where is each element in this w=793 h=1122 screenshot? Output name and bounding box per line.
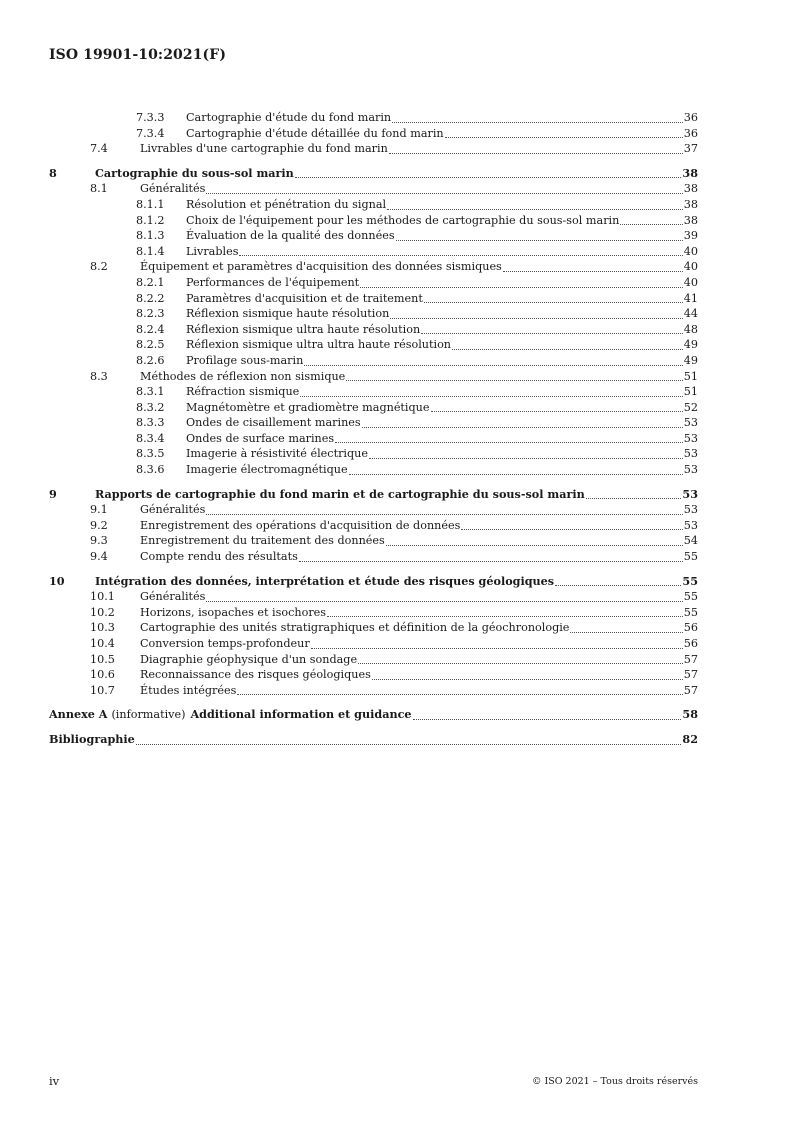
dot-leader xyxy=(421,333,683,334)
section-gap xyxy=(49,157,698,166)
toc-entry-number: 8.1.4 xyxy=(136,244,165,258)
dot-leader xyxy=(372,679,683,680)
toc-entry-number: 10.4 xyxy=(90,637,115,650)
toc-entry-label xyxy=(186,431,684,447)
toc-entry-number: 9.1 xyxy=(90,503,108,517)
document-header: ISO 19901-10:2021(F) xyxy=(49,47,227,63)
toc-entry-page: 54 xyxy=(683,534,698,548)
toc-entry-page: 38 xyxy=(682,165,698,180)
toc-entry-title: Enregistrement des opérations d'acquisition de données xyxy=(140,518,461,532)
toc-entry[interactable] xyxy=(49,652,698,668)
section-gap xyxy=(49,723,698,732)
toc-entry-title: Cartographie d'étude détaillée du fond marin xyxy=(186,126,444,140)
toc-entry-number: 8.3.2 xyxy=(136,400,165,414)
toc-entry-number: 8.2.4 xyxy=(136,322,165,336)
toc-entry[interactable] xyxy=(49,181,698,197)
toc-entry-title: Magnétomètre et gradiomètre magnétique xyxy=(186,400,430,414)
toc-entry-title: Réflexion sismique ultra ultra haute résolution xyxy=(186,338,452,352)
toc-entry-page: 53 xyxy=(683,416,698,430)
toc-entry-page: 49 xyxy=(683,353,698,367)
toc-entry[interactable] xyxy=(49,636,698,652)
dot-leader xyxy=(445,137,683,138)
toc-entry-number: 8.1.3 xyxy=(136,229,165,243)
toc-entry[interactable] xyxy=(49,502,698,518)
toc-entry-page: 48 xyxy=(683,322,698,336)
toc-entry-number: 8.1.2 xyxy=(136,213,165,227)
toc-entry[interactable] xyxy=(49,353,698,369)
dot-leader xyxy=(431,411,683,412)
toc-entry-page: 51 xyxy=(683,385,698,399)
toc-entry[interactable] xyxy=(49,110,698,126)
toc-entry-title: Enregistrement du traitement des données xyxy=(140,534,385,548)
toc-entry-number: 9.4 xyxy=(90,550,108,564)
toc-entry-label xyxy=(186,291,684,307)
toc-entry-title: Méthodes de réflexion non sismique xyxy=(140,369,346,383)
toc-entry-page: 82 xyxy=(682,731,698,746)
toc-entry-title: Équipement et paramètres d'acquisition des données sismiques xyxy=(140,260,502,274)
dot-leader xyxy=(461,529,682,530)
toc-entry-label xyxy=(49,732,682,748)
dot-leader xyxy=(239,255,682,256)
dot-leader xyxy=(390,318,682,319)
toc-entry[interactable] xyxy=(49,431,698,447)
dot-leader xyxy=(503,271,683,272)
toc-entry-label xyxy=(140,589,684,605)
dot-leader xyxy=(387,209,683,210)
annex-label: Annexe A xyxy=(49,707,108,722)
toc-entry[interactable] xyxy=(49,322,698,338)
toc-entry[interactable] xyxy=(49,605,698,621)
dot-leader xyxy=(237,694,682,695)
toc-entry-number: 8.3.4 xyxy=(136,431,165,445)
toc-entry-page: 38 xyxy=(683,197,698,211)
toc-entry[interactable] xyxy=(49,213,698,229)
toc-entry-label xyxy=(186,322,684,338)
toc-entry-title: Livrables xyxy=(186,244,239,258)
toc-entry-number: 8.2.5 xyxy=(136,338,165,352)
toc-entry-label xyxy=(140,533,684,549)
toc-entry-label xyxy=(186,126,684,142)
toc-entry-label xyxy=(140,667,684,683)
toc-entry-title: Cartographie d'étude du fond marin xyxy=(186,111,392,124)
dot-leader xyxy=(358,663,683,664)
toc-entry-title: Profilage sous-marin xyxy=(186,353,304,367)
toc-entry[interactable] xyxy=(49,244,698,260)
dot-leader xyxy=(452,349,683,350)
toc-entry-number: 10.6 xyxy=(90,668,115,682)
toc-entry-label xyxy=(186,384,684,400)
toc-entry-number: 10.3 xyxy=(90,621,115,635)
dot-leader xyxy=(570,632,682,633)
toc-entry[interactable] xyxy=(49,683,698,699)
dot-leader xyxy=(327,616,683,617)
toc-entry-label xyxy=(186,400,684,416)
toc-entry-title: Imagerie électromagnétique xyxy=(186,463,348,477)
toc-entry[interactable] xyxy=(49,384,698,400)
toc-entry-number: 8.1.1 xyxy=(136,197,165,211)
dot-leader xyxy=(620,224,682,225)
toc-entry-number: 7.3.4 xyxy=(136,126,165,140)
toc-entry-label xyxy=(186,306,684,322)
toc-entry-title: Ondes de surface marines xyxy=(186,431,335,445)
toc-entry-title: Rapports de cartographie du fond marin et de cartographie du sous-sol marin xyxy=(95,486,585,501)
toc-entry-label xyxy=(140,259,684,275)
toc-entry-number: 8.2.2 xyxy=(136,291,165,305)
toc-entry-title: Intégration des données, interprétation et étude des risques géologiques xyxy=(95,573,555,588)
toc-entry-title: Diagraphie géophysique d'un sondage xyxy=(140,652,358,666)
dot-leader xyxy=(300,396,682,397)
toc-entry-label xyxy=(140,141,684,157)
toc-entry-number: 10.1 xyxy=(90,590,115,604)
toc-entry-page: 40 xyxy=(683,260,698,274)
dot-leader xyxy=(295,177,682,178)
toc-entry-page: 36 xyxy=(683,126,698,140)
toc-entry-label xyxy=(140,605,684,621)
annex-title: Additional information et guidance xyxy=(190,707,412,722)
bibliography-title: Bibliographie xyxy=(49,731,135,746)
toc-entry-page: 53 xyxy=(682,486,698,501)
section-gap xyxy=(49,698,698,707)
toc-entry[interactable] xyxy=(49,518,698,534)
dot-leader xyxy=(396,240,683,241)
toc-entry[interactable] xyxy=(49,228,698,244)
toc-entry-annex[interactable] xyxy=(49,707,698,723)
toc-entry-page: 44 xyxy=(683,307,698,321)
toc-entry-page: 58 xyxy=(682,707,698,722)
toc-entry-title: Reconnaissance des risques géologiques xyxy=(140,668,371,682)
toc-entry-page: 52 xyxy=(683,400,698,414)
toc-entry-number: 8.3.5 xyxy=(136,447,165,461)
annex-qualifier: (informative) xyxy=(111,708,186,722)
toc-entry[interactable] xyxy=(49,291,698,307)
toc-entry[interactable] xyxy=(49,141,698,157)
toc-entry-title: Réfraction sismique xyxy=(186,385,300,399)
dot-leader xyxy=(555,585,681,586)
toc-entry-page: 41 xyxy=(683,291,698,305)
toc-entry-page: 57 xyxy=(683,652,698,666)
dot-leader xyxy=(346,380,682,381)
toc-entry-number: 9 xyxy=(49,486,57,501)
toc-entry-label xyxy=(186,446,684,462)
toc-entry-title: Études intégrées xyxy=(140,683,237,697)
toc-entry[interactable] xyxy=(49,462,698,478)
dot-leader xyxy=(206,193,682,194)
toc-entry[interactable] xyxy=(49,369,698,385)
toc-entry-title: Réflexion sismique haute résolution xyxy=(186,307,390,321)
toc-entry-page: 53 xyxy=(683,503,698,517)
toc-entry-title: Cartographie du sous-sol marin xyxy=(95,165,294,180)
toc-entry-title: Cartographie des unités stratigraphiques et définition de la géochronologie xyxy=(140,621,570,635)
toc-entry-page: 39 xyxy=(683,229,698,243)
toc-entry-label xyxy=(186,244,684,260)
toc-entry-title: Généralités xyxy=(140,182,206,196)
dot-leader xyxy=(369,458,683,459)
dot-leader xyxy=(424,302,683,303)
toc-entry[interactable] xyxy=(49,306,698,322)
toc-entry[interactable] xyxy=(49,337,698,353)
dot-leader xyxy=(392,122,683,123)
toc-entry-number: 8 xyxy=(49,165,57,180)
toc-entry-label xyxy=(95,487,682,503)
toc-entry-page: 57 xyxy=(683,668,698,682)
toc-entry[interactable] xyxy=(49,415,698,431)
toc-entry[interactable] xyxy=(49,275,698,291)
dot-leader xyxy=(586,498,682,499)
toc-entry-page: 40 xyxy=(683,275,698,289)
toc-entry-page: 51 xyxy=(683,369,698,383)
toc-entry-title: Évaluation de la qualité des données xyxy=(186,229,395,243)
toc-entry-page: 55 xyxy=(682,573,698,588)
dot-leader xyxy=(206,601,682,602)
toc-entry-number: 8.3.3 xyxy=(136,416,165,430)
toc-entry-number: 7.4 xyxy=(90,142,108,156)
toc-entry-page: 56 xyxy=(683,637,698,650)
toc-entry[interactable] xyxy=(49,533,698,549)
toc-entry-page: 55 xyxy=(683,550,698,564)
toc-entry-page: 53 xyxy=(683,518,698,532)
toc-entry-number: 9.2 xyxy=(90,518,108,532)
dot-leader xyxy=(413,719,682,720)
toc-entry-page: 36 xyxy=(683,111,698,124)
toc-entry-number: 8.1 xyxy=(90,182,108,196)
toc-entry[interactable] xyxy=(49,446,698,462)
dot-leader xyxy=(360,287,683,288)
toc-entry-page: 40 xyxy=(683,244,698,258)
toc-entry[interactable] xyxy=(49,487,698,503)
toc-entry[interactable] xyxy=(49,126,698,142)
toc-entry-title: Généralités xyxy=(140,503,206,517)
toc-entry-label xyxy=(186,275,684,291)
toc-entry-page: 38 xyxy=(683,213,698,227)
toc-entry-number: 8.2.3 xyxy=(136,307,165,321)
toc-entry-title: Compte rendu des résultats xyxy=(140,550,298,564)
toc-entry-page: 37 xyxy=(683,142,698,156)
toc-entry-title: Paramètres d'acquisition et de traitement xyxy=(186,291,423,305)
toc-entry-title: Imagerie à résistivité électrique xyxy=(186,447,368,461)
toc-entry-number: 7.3.3 xyxy=(136,111,165,124)
dot-leader xyxy=(206,514,682,515)
toc-entry[interactable] xyxy=(49,574,698,590)
toc-entry-number: 9.3 xyxy=(90,534,108,548)
toc-entry-label xyxy=(186,353,684,369)
toc-entry-number: 8.3 xyxy=(90,369,108,383)
toc-entry-label xyxy=(140,683,684,699)
dot-leader xyxy=(136,744,682,745)
toc-entry-title: Généralités xyxy=(140,590,206,604)
toc-entry-title: Conversion temps-profondeur xyxy=(140,637,310,650)
dot-leader xyxy=(311,648,683,649)
toc-entry-label xyxy=(186,462,684,478)
toc-entry[interactable] xyxy=(49,166,698,182)
toc-entry-number: 10.2 xyxy=(90,605,115,619)
toc-entry[interactable] xyxy=(49,667,698,683)
toc-entry-label xyxy=(140,620,684,636)
dot-leader xyxy=(386,545,683,546)
toc-entry-number: 8.2.1 xyxy=(136,275,165,289)
dot-leader xyxy=(349,474,683,475)
toc-entry-number: 8.2.6 xyxy=(136,353,165,367)
dot-leader xyxy=(299,561,683,562)
dot-leader xyxy=(389,153,683,154)
toc-entry-page: 38 xyxy=(683,182,698,196)
toc-entry-number: 8.2 xyxy=(90,260,108,274)
table-of-contents xyxy=(49,110,698,748)
toc-entry-label xyxy=(49,707,682,723)
toc-entry[interactable] xyxy=(49,400,698,416)
toc-entry-label xyxy=(95,574,682,590)
toc-entry-page: 53 xyxy=(683,431,698,445)
toc-entry-title: Réflexion sismique ultra haute résolution xyxy=(186,322,421,336)
toc-entry-page: 53 xyxy=(683,447,698,461)
toc-entry-page: 57 xyxy=(683,683,698,697)
toc-entry-title: Résolution et pénétration du signal xyxy=(186,197,387,211)
toc-entry[interactable] xyxy=(49,620,698,636)
toc-entry-label xyxy=(186,415,684,431)
toc-entry-label xyxy=(140,502,684,518)
toc-entry[interactable] xyxy=(49,549,698,565)
toc-entry-page: 55 xyxy=(683,590,698,604)
toc-entry-number: 10.5 xyxy=(90,652,115,666)
section-gap xyxy=(49,565,698,574)
toc-entry-page: 56 xyxy=(683,621,698,635)
toc-entry-label xyxy=(186,110,684,126)
dot-leader xyxy=(362,427,683,428)
toc-entry-title: Ondes de cisaillement marines xyxy=(186,416,361,430)
toc-entry-label xyxy=(140,652,684,668)
toc-entry[interactable] xyxy=(49,197,698,213)
toc-entry[interactable] xyxy=(49,589,698,605)
toc-entry-page: 49 xyxy=(683,338,698,352)
toc-entry-label xyxy=(140,636,684,652)
section-gap xyxy=(49,478,698,487)
toc-entry-label xyxy=(186,197,684,213)
page-number: iv xyxy=(49,1074,60,1088)
toc-entry[interactable] xyxy=(49,259,698,275)
toc-entry-title: Choix de l'équipement pour les méthodes de cartographie du sous-sol marin xyxy=(186,213,620,227)
toc-entry-number: 10.7 xyxy=(90,683,115,697)
toc-entry-label xyxy=(140,549,684,565)
toc-entry-label xyxy=(186,213,684,229)
toc-entry-label xyxy=(186,228,684,244)
toc-entry-label xyxy=(95,166,682,182)
toc-entry-page: 55 xyxy=(683,605,698,619)
toc-entry-title: Performances de l'équipement xyxy=(186,275,360,289)
toc-entry-title: Horizons, isopaches et isochores xyxy=(140,605,327,619)
toc-entry-number: 10 xyxy=(49,573,65,588)
toc-entry-number: 8.3.6 xyxy=(136,463,165,477)
toc-entry-number: 8.3.1 xyxy=(136,385,165,399)
dot-leader xyxy=(304,365,682,366)
toc-entry-label xyxy=(140,181,684,197)
toc-entry-label xyxy=(140,369,684,385)
toc-entry-label xyxy=(140,518,684,534)
toc-entry-title: Livrables d'une cartographie du fond marin xyxy=(140,142,388,156)
toc-entry-page: 53 xyxy=(683,463,698,477)
toc-entry-label xyxy=(186,337,684,353)
copyright-notice: © ISO 2021 – Tous droits réservés xyxy=(531,1076,698,1087)
toc-entry-bibliography[interactable] xyxy=(49,732,698,748)
dot-leader xyxy=(335,442,683,443)
